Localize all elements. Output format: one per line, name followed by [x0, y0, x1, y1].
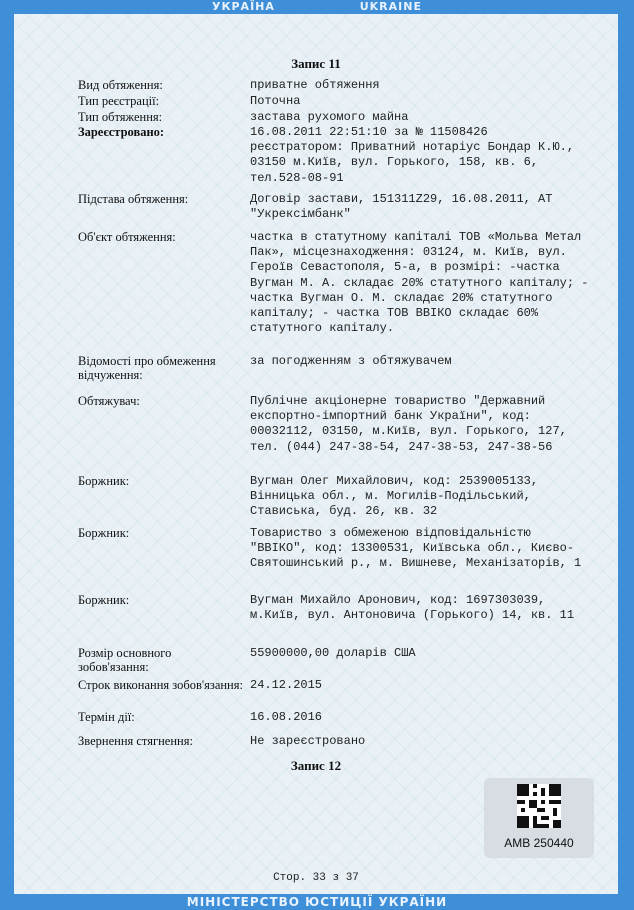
field-value — [250, 125, 595, 186]
field-label: Відомості про обмеження відчуження: — [78, 354, 216, 382]
field-value: приватне обтяження — [250, 78, 380, 92]
qr-code-icon — [517, 784, 561, 828]
field-label: Розмір основного зобов'язання: — [78, 646, 172, 674]
field-label: Обтяжувач: — [78, 394, 140, 408]
field-label: Боржник: — [78, 474, 130, 488]
field-value: Товариство з обмеженою відповідальністю "ВВІКО", код: 13300531, Київська обл., Києво-Святошинський р., м. Вишневе, Механізаторів, 1 — [250, 526, 582, 571]
field-value: Договір застави, 151311Z29, 16.08.2011, АТ "Укрексімбанк" — [250, 192, 553, 222]
field-value: 55900000,00 доларів США — [250, 646, 416, 660]
top-border — [0, 0, 634, 14]
registrar-details: реєстратором: Приватний нотаріус Бондар К.Ю., 03150 м.Київ, вул. Горького, 158, кв. 6, тел.528-08-91 — [250, 140, 575, 185]
record-title: Запис 11 — [291, 56, 341, 71]
registration-stamp: 16.08.2011 22:51:10 за № 11508426 — [250, 125, 488, 139]
field-label: Вид обтяження: — [78, 78, 163, 92]
field-value: Не зареєстровано — [250, 734, 366, 748]
field-value: Вугман Михайло Аронович, код: 1697303039, м.Київ, вул. Антоновича (Горького) 14, кв. 11 — [250, 593, 575, 623]
field-label: Об'єкт обтяження: — [78, 230, 176, 244]
security-seal — [484, 778, 594, 858]
field-label: Боржник: — [78, 526, 130, 540]
field-value: 24.12.2015 — [250, 678, 323, 692]
header-ukraine-en: UKRAINE — [359, 0, 422, 13]
document-sheet — [14, 14, 618, 894]
seal-code: АМВ 250440 — [504, 836, 574, 850]
field-label: Тип реєстрації: — [78, 94, 160, 108]
field-value: Вугман Олег Михайлович, код: 2539005133, Вінницька обл., м. Могилів-Подільський, Стависька, буд. 26, кв. 32 — [250, 474, 539, 519]
field-value: 16.08.2016 — [250, 710, 323, 724]
field-label: Підстава обтяження: — [78, 192, 189, 206]
field-label: Строк виконання зобов'язання: — [78, 678, 243, 692]
header-ukraine-ua: УКРАЇНА — [212, 0, 275, 13]
field-value: Поточна — [250, 94, 301, 108]
field-value: застава рухомого майна — [250, 110, 409, 124]
footer-ministry: МІНІСТЕРСТВО ЮСТИЦІЇ УКРАЇНИ — [186, 895, 448, 909]
field-value: частка в статутному капіталі ТОВ «Мольва Метал Пак», місцезнаходження: 03124, м. Київ, вул. Героїв Севастополя, 5-а, в розмірі: -частка Вугман М. А. складає 20% статутного капіталу; - частка Вугман О. М. складає 20% статутного капіталу; - частка ТОВ ВВІКО складає 60% статутного капіталу. — [250, 230, 589, 336]
field-label: Боржник: — [78, 593, 130, 607]
field-label: Тип обтяження: — [78, 110, 163, 124]
field-label: Термін дії: — [78, 710, 135, 724]
page-number: Стор. 33 з 37 — [273, 872, 359, 884]
field-value: Публічне акціонерне товариство "Державний експортно-імпортний банк України", код: 00032112, 03150, м.Київ, вул. Горького, 127, тел. (044) 247-38-54, 247-38-53, 247-38-56 — [250, 394, 567, 454]
field-value: за погодженням з обтяжувачем — [250, 354, 452, 368]
field-label: Зареєстровано: — [78, 125, 165, 139]
next-record-title: Запис 12 — [290, 758, 342, 773]
field-label: Звернення стягнення: — [78, 734, 193, 748]
